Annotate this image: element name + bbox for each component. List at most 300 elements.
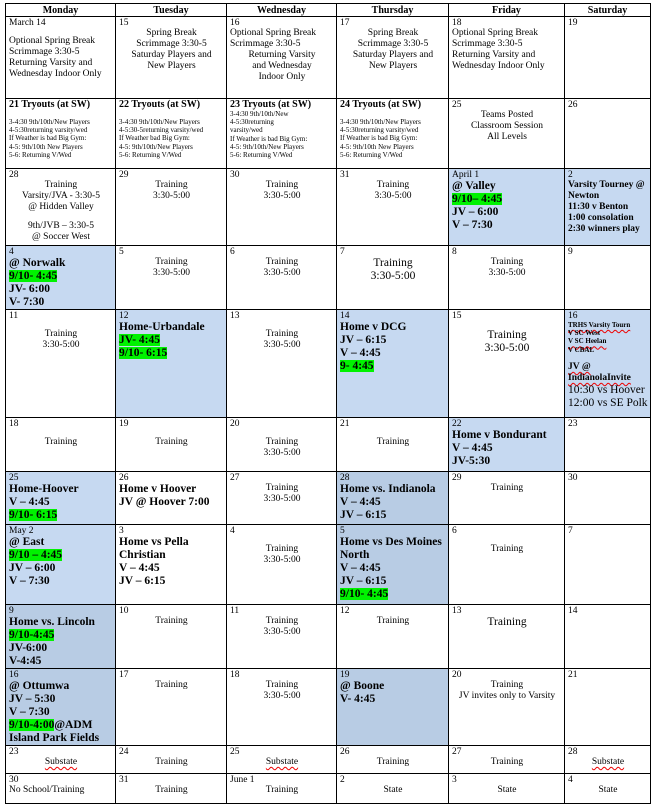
event-text: Home-Urbandale xyxy=(119,321,205,333)
event-line xyxy=(340,757,446,768)
day-cell-content xyxy=(116,99,226,168)
event-text: 9/10-4:45 xyxy=(9,629,55,641)
day-cell-sat xyxy=(565,99,651,169)
day-cell-content xyxy=(227,310,336,417)
day-cell-thu xyxy=(337,472,449,525)
event-text: Home v Bondurant xyxy=(452,429,547,441)
day-cell-fri xyxy=(449,746,565,774)
day-cell-fri xyxy=(449,99,565,169)
event-line xyxy=(340,270,446,283)
event-text: Training xyxy=(265,329,299,339)
event-line xyxy=(9,191,113,202)
event-text: Training xyxy=(490,257,524,267)
event-text: V – 7:30 xyxy=(452,219,493,231)
event-text: 9/10- 4:45 xyxy=(340,588,389,600)
day-number: 16 xyxy=(230,18,240,28)
event-line xyxy=(9,221,113,232)
event-text: North xyxy=(340,549,370,561)
event-text: 9/10- 4:45 xyxy=(9,270,58,282)
day-cell-sat xyxy=(565,169,651,246)
event-line xyxy=(119,257,224,268)
event-text: varsity/wed xyxy=(230,126,263,135)
spacer xyxy=(568,354,648,362)
event-line xyxy=(340,257,446,270)
highlighted-event-line xyxy=(9,549,113,562)
event-line xyxy=(568,362,648,384)
event-line xyxy=(340,39,446,50)
event-line xyxy=(119,321,224,334)
day-number: 30 xyxy=(230,170,240,180)
event-line xyxy=(340,536,446,549)
event-text: Training xyxy=(487,329,527,341)
day-number: 30 xyxy=(568,473,578,483)
event-line xyxy=(568,224,648,235)
event-text: Training xyxy=(265,544,299,554)
week-row xyxy=(6,169,651,246)
event-line xyxy=(9,437,113,448)
event-text: State xyxy=(598,785,618,795)
day-cell-content xyxy=(6,774,115,803)
day-cell-mon xyxy=(6,169,116,246)
day-cell-thu xyxy=(337,418,449,472)
day-cell-content xyxy=(227,746,336,773)
event-line xyxy=(568,202,648,213)
event-line xyxy=(230,72,334,83)
event-line xyxy=(119,134,224,142)
day-number: 9 xyxy=(9,606,14,616)
day-cell-content xyxy=(227,99,336,168)
day-cell-fri xyxy=(449,472,565,525)
event-text: 3:30-5:00 xyxy=(263,191,301,201)
highlighted-event-line xyxy=(9,509,113,522)
event-line xyxy=(340,785,446,796)
day-number: 18 xyxy=(452,18,462,28)
event-text: 4-5: 9th/10th/New Players xyxy=(230,142,304,151)
day-cell-thu xyxy=(337,525,449,605)
day-cell-content xyxy=(337,310,448,417)
day-number: 22 xyxy=(452,419,462,429)
day-cell-content xyxy=(337,525,448,604)
week-row xyxy=(6,99,651,169)
event-text: 9/10- 6:15 xyxy=(119,347,168,359)
event-text: @ Boone xyxy=(340,680,385,692)
event-line xyxy=(119,268,224,279)
header-saturday: Saturday xyxy=(565,4,651,17)
day-cell-wed xyxy=(227,746,337,774)
event-line xyxy=(230,680,334,691)
event-line xyxy=(9,118,113,126)
event-line xyxy=(452,691,562,702)
event-line xyxy=(9,757,113,768)
highlighted-event-line xyxy=(119,347,224,360)
event-text: Training xyxy=(44,329,78,339)
day-cell-content xyxy=(565,669,650,745)
event-line xyxy=(340,549,446,562)
event-text: 4-5: 9th/10th New Players xyxy=(9,142,83,151)
event-text: V SC West xyxy=(568,329,601,338)
event-line xyxy=(9,232,113,243)
event-text: Home-Hoover xyxy=(9,483,79,495)
highlighted-event-line xyxy=(119,334,224,347)
event-text: JV @ Hoover 7:00 xyxy=(119,496,210,508)
event-text: V- 7:30 xyxy=(9,296,45,308)
event-line xyxy=(230,110,334,118)
event-text: Home vs. Indianola xyxy=(340,483,436,495)
day-cell-mon xyxy=(6,246,116,310)
highlighted-event-line xyxy=(9,629,113,642)
day-cell-fri xyxy=(449,525,565,605)
day-cell-content xyxy=(6,99,115,168)
event-text: 1:00 consolation xyxy=(568,213,634,223)
event-line xyxy=(9,496,113,509)
day-number: 4 xyxy=(9,247,14,257)
day-cell-sat xyxy=(565,605,651,669)
event-line xyxy=(9,69,113,80)
day-cell-content xyxy=(565,310,650,417)
day-cell-tue xyxy=(116,669,227,746)
event-line xyxy=(340,191,446,202)
day-cell-content xyxy=(449,246,564,309)
event-line xyxy=(9,296,113,309)
day-cell-content xyxy=(6,418,115,471)
event-line xyxy=(119,785,224,796)
day-number: 4 xyxy=(230,526,235,536)
event-line xyxy=(568,346,648,354)
header-monday: Monday xyxy=(6,4,116,17)
event-line xyxy=(568,213,648,224)
event-line xyxy=(119,143,224,151)
event-line xyxy=(119,118,224,126)
day-number: 28 xyxy=(568,747,578,757)
event-line xyxy=(568,785,648,796)
day-cell-fri xyxy=(449,774,565,804)
day-cell-content xyxy=(565,774,650,803)
event-text: 4-5:30returning xyxy=(230,118,274,127)
event-line xyxy=(340,437,446,448)
day-cell-content xyxy=(116,605,226,668)
event-text: 4-5:30returning varsity/wed xyxy=(340,126,419,135)
event-line xyxy=(452,61,562,72)
day-cell-content xyxy=(6,246,115,309)
day-number: 7 xyxy=(568,526,573,536)
day-number: 19 xyxy=(119,419,129,429)
event-text: 12:00 vs SE Polk xyxy=(568,396,648,409)
event-text: 3-4:30 9th/10th/New Players xyxy=(9,118,90,126)
day-cell-mon xyxy=(6,17,116,99)
event-line xyxy=(119,575,224,588)
event-text: If Weather is bad Big Gym: xyxy=(9,134,87,143)
day-cell-sat xyxy=(565,17,651,99)
event-text: Substate xyxy=(44,757,78,767)
day-number: March 14 xyxy=(9,18,46,28)
day-number: 6 xyxy=(230,247,235,257)
event-text: Returning Varsity and xyxy=(452,50,536,60)
day-cell-content xyxy=(227,605,336,668)
day-cell-content xyxy=(116,746,226,773)
day-cell-thu xyxy=(337,17,449,99)
day-cell-content xyxy=(116,246,226,309)
event-line xyxy=(119,50,224,61)
day-cell-thu xyxy=(337,310,449,418)
day-cell-mon xyxy=(6,472,116,525)
event-line xyxy=(9,575,113,588)
event-text-tail: @ADM xyxy=(54,719,93,731)
day-cell-content xyxy=(227,246,336,309)
day-cell-sat xyxy=(565,746,651,774)
spacer xyxy=(9,213,113,221)
event-text: Training xyxy=(490,680,524,690)
week-row xyxy=(6,418,651,472)
event-text: 9/10-4:00 xyxy=(9,719,55,731)
event-text: 5-6: Returning V/Wed xyxy=(119,150,182,159)
event-line xyxy=(452,257,562,268)
event-text: 9th/JVB – 3:30-5 xyxy=(28,221,94,231)
event-line xyxy=(9,202,113,213)
day-cell-content xyxy=(6,525,115,604)
event-line xyxy=(452,342,562,355)
day-cell-content xyxy=(116,472,226,524)
event-text: 3:30-5:00 xyxy=(42,340,80,350)
event-text: New Players xyxy=(368,61,418,71)
event-text: Training xyxy=(265,680,299,690)
event-text: Training xyxy=(376,757,410,767)
spacer xyxy=(9,429,113,437)
day-number: 9 xyxy=(568,247,573,257)
event-text: V – 4:45 xyxy=(340,562,381,574)
day-cell-content xyxy=(6,472,115,524)
event-line xyxy=(9,151,113,159)
event-text: Training xyxy=(373,257,413,269)
day-number: 3 xyxy=(119,526,124,536)
event-line xyxy=(340,61,446,72)
event-text: If Weather is bad Big Gym: xyxy=(340,134,418,143)
event-text: Training xyxy=(265,257,299,267)
season-calendar xyxy=(5,3,651,804)
header-thursday: Thursday xyxy=(337,4,449,17)
event-text: 3:30-5:00 xyxy=(263,691,301,701)
day-cell-content xyxy=(227,17,336,98)
day-cell-content xyxy=(227,774,336,803)
event-line xyxy=(340,496,446,509)
event-text: Training xyxy=(487,616,527,628)
event-line xyxy=(9,283,113,296)
day-cell-fri xyxy=(449,605,565,669)
event-line xyxy=(9,562,113,575)
event-line xyxy=(9,143,113,151)
spacer xyxy=(230,321,334,329)
week-row xyxy=(6,310,651,418)
highlighted-event-line xyxy=(9,270,113,283)
week-row xyxy=(6,774,651,804)
event-line xyxy=(9,483,113,496)
day-cell-wed xyxy=(227,472,337,525)
day-cell-sat xyxy=(565,246,651,310)
event-line xyxy=(568,180,648,191)
event-text: 10:30 vs Hoover xyxy=(568,383,645,396)
day-cell-wed xyxy=(227,669,337,746)
event-text: 11:30 v Benton xyxy=(568,202,629,212)
spacer xyxy=(230,429,334,437)
event-line xyxy=(340,483,446,496)
day-number: 15 xyxy=(119,18,129,28)
day-cell-content xyxy=(227,169,336,245)
event-line xyxy=(452,39,562,50)
event-text: JV invites only to Varsity xyxy=(458,691,556,701)
event-line xyxy=(230,691,334,702)
event-line xyxy=(119,616,224,627)
event-text: JV-6:00 xyxy=(9,642,48,654)
day-cell-content xyxy=(565,472,650,524)
event-text: Optional Spring Break xyxy=(230,28,317,38)
day-cell-tue xyxy=(116,525,227,605)
day-cell-content xyxy=(116,17,226,98)
day-number: 22 Tryouts (at SW) xyxy=(119,99,201,110)
event-line xyxy=(119,61,224,72)
day-cell-content xyxy=(337,17,448,98)
event-text: JV – 6:00 xyxy=(9,562,56,574)
day-number: May 2 xyxy=(9,526,34,536)
event-line xyxy=(452,429,562,442)
event-text: V CBAL xyxy=(568,345,595,354)
day-cell-fri xyxy=(449,418,565,472)
day-number: 17 xyxy=(119,670,129,680)
day-cell-thu xyxy=(337,246,449,310)
day-number: 12 xyxy=(119,311,129,321)
event-line xyxy=(230,135,334,143)
day-cell-content xyxy=(337,605,448,668)
day-cell-mon xyxy=(6,99,116,169)
day-number: 23 xyxy=(9,747,19,757)
day-cell-content xyxy=(6,310,115,417)
day-cell-wed xyxy=(227,17,337,99)
day-number: 10 xyxy=(119,606,129,616)
day-cell-content xyxy=(6,746,115,773)
day-cell-content xyxy=(116,418,226,471)
day-cell-tue xyxy=(116,246,227,310)
day-cell-content xyxy=(227,472,336,524)
day-number: 5 xyxy=(119,247,124,257)
event-text: Indoor Only xyxy=(258,72,306,82)
day-number: 18 xyxy=(230,670,240,680)
day-cell-mon xyxy=(6,669,116,746)
day-cell-content xyxy=(449,525,564,604)
day-number: 13 xyxy=(452,606,462,616)
event-line xyxy=(119,483,224,496)
event-line xyxy=(452,544,562,555)
event-text: 2:30 winners play xyxy=(568,224,640,234)
week-row xyxy=(6,669,651,746)
spacer xyxy=(9,28,113,36)
event-text: 3:30-5:00 xyxy=(263,494,301,504)
event-text: 3-4:30 9th/10th/New Players xyxy=(119,118,200,126)
event-text: Training xyxy=(376,180,410,190)
event-text: Island Park Fields xyxy=(9,732,100,744)
day-cell-content xyxy=(6,169,115,245)
highlighted-event-line xyxy=(340,360,446,373)
event-text: 3:30-5:00 xyxy=(153,191,190,201)
event-line xyxy=(119,151,224,159)
event-line xyxy=(452,455,562,468)
event-text: @ Soccer West xyxy=(32,232,90,242)
day-cell-sat xyxy=(565,669,651,746)
event-line xyxy=(230,126,334,134)
week-row xyxy=(6,17,651,99)
day-number: 16 xyxy=(568,311,578,321)
event-text: @ Valley xyxy=(452,180,496,192)
day-cell-fri xyxy=(449,246,565,310)
day-cell-content xyxy=(227,525,336,604)
event-text: Training xyxy=(490,483,524,493)
day-cell-content xyxy=(337,746,448,773)
event-line xyxy=(230,544,334,555)
day-number: 14 xyxy=(568,606,578,616)
spacer xyxy=(452,536,562,544)
day-number: 21 xyxy=(340,419,350,429)
day-cell-tue xyxy=(116,310,227,418)
day-number: 19 xyxy=(568,18,578,28)
day-number: 3 xyxy=(452,775,457,785)
event-line xyxy=(340,334,446,347)
event-line xyxy=(9,680,113,693)
week-row xyxy=(6,472,651,525)
event-text: JV – 6:15 xyxy=(119,575,166,587)
day-cell-tue xyxy=(116,17,227,99)
event-line xyxy=(119,28,224,39)
event-line xyxy=(568,397,648,410)
event-line xyxy=(119,126,224,134)
day-cell-content xyxy=(116,774,226,803)
event-text: 3:30-5:00 xyxy=(153,268,190,278)
event-text: Training xyxy=(155,680,188,690)
event-line xyxy=(230,257,334,268)
event-text: 3:30-5:00 xyxy=(374,191,412,201)
day-cell-content xyxy=(565,525,650,604)
day-cell-wed xyxy=(227,310,337,418)
day-number: 23 Tryouts (at SW) xyxy=(230,99,312,110)
event-line xyxy=(340,126,446,134)
day-cell-thu xyxy=(337,746,449,774)
event-text: V – 4:45 xyxy=(119,562,160,574)
event-line xyxy=(230,329,334,340)
event-line xyxy=(9,126,113,134)
day-cell-sat xyxy=(565,310,651,418)
event-line xyxy=(340,575,446,588)
day-cell-content xyxy=(337,669,448,745)
event-text: 3:30-5:00 xyxy=(263,627,301,637)
event-text: 4-5: 9th/10th/New Players xyxy=(119,142,193,151)
event-text: Christian xyxy=(119,549,166,561)
event-line xyxy=(9,36,113,47)
event-line xyxy=(9,706,113,719)
day-cell-mon xyxy=(6,310,116,418)
event-line xyxy=(9,536,113,549)
event-text: JV- 6:00 xyxy=(9,283,50,295)
event-text: JV – 6:15 xyxy=(340,334,387,346)
event-line xyxy=(9,785,113,796)
day-number: 20 xyxy=(452,670,462,680)
header-tuesday: Tuesday xyxy=(116,4,227,17)
event-line xyxy=(230,448,334,459)
day-cell-sat xyxy=(565,774,651,804)
spacer xyxy=(119,110,224,118)
event-text: Substate xyxy=(591,757,625,767)
event-text: @ East xyxy=(9,536,45,548)
day-cell-content xyxy=(337,246,448,309)
event-text: Saturday Players and xyxy=(352,50,434,60)
event-line xyxy=(568,337,648,345)
day-cell-content xyxy=(116,310,226,417)
event-text: Home v DCG xyxy=(340,321,407,333)
